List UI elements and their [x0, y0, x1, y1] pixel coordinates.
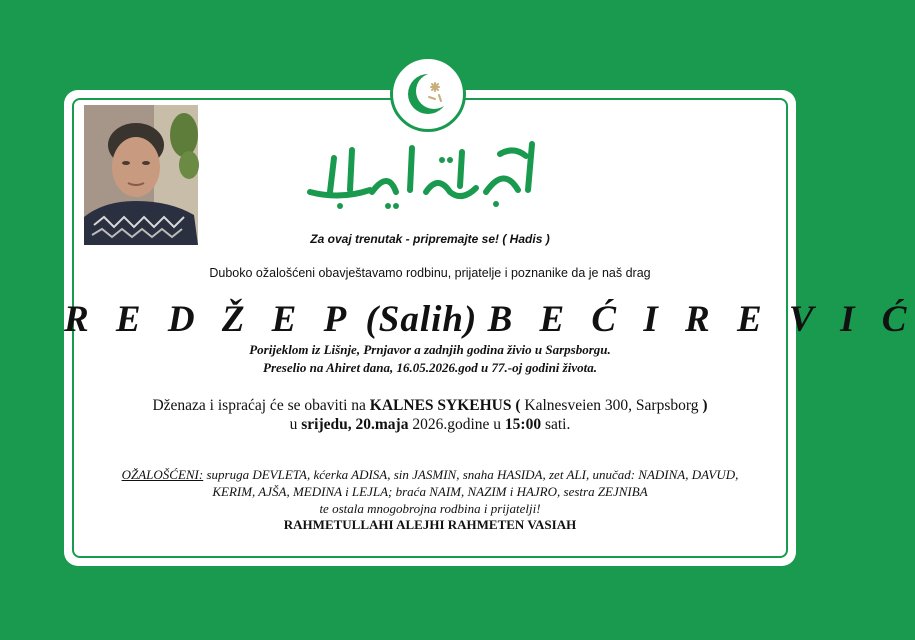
funeral-address: Kalnesveien 300, Sarpsborg	[524, 397, 699, 414]
intro-text: Duboko ožalošćeni obavještavamo rodbinu, prijatelje i poznanike da je naš drag	[209, 266, 651, 280]
last-name: B E Ć I R E V I Ć	[487, 299, 915, 340]
hadis-quote: Za ovaj trenutak - pripremajte se! ( Hadis )	[310, 232, 550, 246]
arabic-calligraphy	[300, 130, 550, 210]
funeral-u: u	[289, 416, 298, 433]
funeral-day: srijedu, 20.maja	[301, 416, 409, 433]
mourners-line-2: KERIM, AJŠA, MEDINA i LEJLA; braća NAIM, NAZIM i HAJRO, sestra ZEJNIBA	[212, 484, 648, 499]
mourners-line-1	[64, 466, 796, 483]
deceased-name	[64, 298, 915, 341]
crescent-star-icon	[390, 56, 466, 132]
funeral-location: KALNES SYKEHUS	[369, 397, 512, 414]
funeral-sati: sati.	[544, 416, 571, 433]
first-name: R E D Ž E P	[64, 299, 356, 340]
closing-prayer: RAHMETULLAHI ALEJHI RAHMETEN VASIAH	[283, 517, 577, 532]
paren-close: )	[702, 397, 708, 414]
funeral-time-line	[64, 416, 796, 434]
mourners-line-3: te ostala mnogobrojna rodbina i prijatelji!	[319, 501, 541, 516]
mourners-text-1: supruga DEVLETA, kćerka ADISA, sin JASMIN, snaha HASIDA, zet ALI, unučad: NADINA, DAVUD,	[206, 467, 739, 482]
funeral-year: 2026.godine u	[412, 416, 502, 433]
portrait-photo	[84, 105, 198, 245]
funeral-intro: Dženaza i ispraćaj će se obaviti na	[152, 397, 366, 414]
funeral-location-line	[64, 397, 796, 415]
funeral-time: 15:00	[504, 416, 542, 433]
death-date-text: Preselio na Ahiret dana, 16.05.2026.god u 77.-oj godini života.	[263, 360, 597, 375]
origin-text: Porijeklom iz Lišnje, Prnjavor a zadnjih godina živio u Sarpsborgu.	[249, 342, 611, 357]
paren-open: (	[515, 397, 521, 414]
father-name: (Salih)	[365, 299, 478, 340]
mourners-label: OŽALOŠĆENI:	[121, 467, 204, 482]
